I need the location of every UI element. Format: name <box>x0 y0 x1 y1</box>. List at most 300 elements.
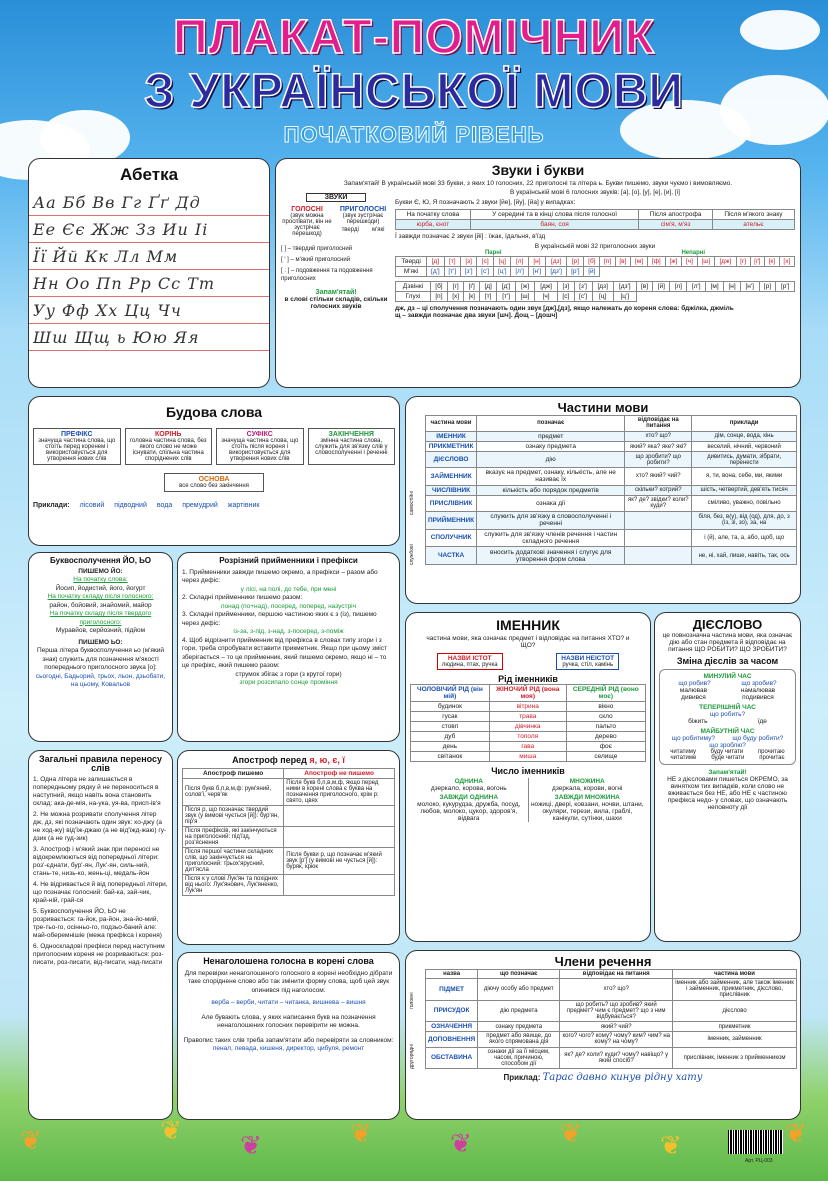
osnova-desc: все слово без закінчення <box>179 483 249 489</box>
table-cell: СПОЛУЧНИК <box>426 529 477 547</box>
table-cell: [дз'] <box>613 282 636 292</box>
root-label: КОРІНЬ <box>155 431 182 438</box>
table-cell: служить для зв'язку в словосполученні і реченні <box>477 511 625 529</box>
table-row <box>426 485 797 495</box>
ending-desc: змінна частина слова, служить для зв'язку слів у словосполученні і реченні <box>314 438 388 456</box>
chastyny-title: Частини мови <box>557 400 649 415</box>
table-cell: ознаку предмета <box>477 442 625 452</box>
example-word: вода <box>156 502 173 509</box>
table-cell: [й] <box>653 282 670 292</box>
table-cell: ПРИЙМЕННИК <box>426 511 477 529</box>
table-cell: [х] <box>779 257 794 267</box>
tense-q: що буду робити? <box>732 735 784 742</box>
table-cell: кількість або порядок предметів <box>477 485 625 495</box>
table-cell: Після букв б,п,в,м,ф: рум'яний, солов'ї, черв'як <box>183 779 284 806</box>
druhoryadni-label: другорядні <box>409 1044 415 1069</box>
table-cell: що зробити? що робити? <box>625 452 692 468</box>
osnova-label: ОСНОВА <box>198 476 230 483</box>
table-header: ЖІНОЧИЙ РІД (вона моя) <box>489 685 566 702</box>
table-cell: [ц'] <box>494 267 511 277</box>
zavzh-odn-label: ЗАВЖДИ ОДНИНА <box>439 794 499 801</box>
table-cell <box>284 827 395 848</box>
odn-label: ОДНИНА <box>454 778 483 785</box>
case-head: На початку слова <box>396 210 471 220</box>
barcode <box>728 1130 783 1154</box>
chleny-example: Тарас давно кинув рідну хату <box>542 1072 703 1083</box>
prefix-label: ПРЕФІКС <box>60 431 93 438</box>
tense-ex: біжить <box>688 718 708 725</box>
perenos-rule: 1. Одна літера не залишається в попередньому рядку й не переноситься в наступний, якщо навіть вона становить склад: ака-де-мія, на-ука, уя-ва, присп-ів'я <box>33 776 161 807</box>
table-row <box>426 547 797 565</box>
pryholosni-desc: (звук зустрічає перешкоди) <box>342 213 384 225</box>
table-row <box>426 1032 797 1047</box>
table-cell: біля, без, в(у), від (од), для, до, з (із, зі, зо), за, на <box>692 511 797 529</box>
table-cell: ДОПОВНЕННЯ <box>426 1032 478 1047</box>
table-row <box>426 468 797 486</box>
butterfly-icon: ❦ <box>450 1128 472 1158</box>
table-cell: дуб <box>411 732 490 742</box>
table-cell: трава <box>489 712 566 722</box>
suffix-label: СУФІКС <box>246 431 273 438</box>
parts-of-speech-table <box>425 415 797 565</box>
apostrophe-table <box>182 768 395 896</box>
table-header: позначає <box>477 416 625 432</box>
table-cell: [т] <box>480 292 497 302</box>
odn-examples: дзеркало, корова, вогонь <box>430 785 507 792</box>
rozriz-item: 4. Щоб відрізнити прийменник від префікса в словах типу згори і з гори, треба спробувати вставити прикметник. Якщо при цьому зміст зберігається – то це прийменник, який пишемо окремо, якщо ні – то це префікс, який пишемо разом: <box>182 636 387 669</box>
table-cell: [с] <box>477 257 494 267</box>
table-cell: дієслово <box>673 1000 797 1021</box>
suffix-desc: значуща частина слова, що стоїть після кореня і використовується для утворення нових слів <box>221 438 299 462</box>
zavzh-mn-label: ЗАВЖДИ МНОЖИНА <box>554 794 620 801</box>
panel-apostrof <box>177 750 400 945</box>
table-cell: вказує на предмет, ознаку, кількість, але не називає їх <box>477 468 625 486</box>
sentence-parts-table <box>425 969 797 1069</box>
table-cell: день <box>411 742 490 752</box>
nenagol-p3: Але бувають слова, у яких написання букв на позначення ненаголошених голосних перевірити не можна. <box>201 1013 376 1029</box>
imennyk-title: ІМЕННИК <box>496 617 560 633</box>
table-cell: [р'] <box>776 282 795 292</box>
table-row <box>426 979 797 1000</box>
table-cell: скільки? котрий? <box>625 485 692 495</box>
table-row <box>411 702 646 712</box>
butterfly-icon: ❦ <box>160 1115 182 1145</box>
table-row <box>411 732 646 742</box>
cons-text: В українській мові 32 приголосних звуки <box>534 243 656 250</box>
odn-examples2: молоко, кукурудза, дружба, посуд, любов, молоко, цукор, здоров'я, відвага <box>417 801 521 822</box>
table-row <box>426 431 797 441</box>
table-cell: [дз] <box>592 282 613 292</box>
nenagol-p4: Правопис таких слів треба запам'ятати або перевіряти за словником: <box>183 1036 394 1044</box>
legend-item: [ : ] – подовження та подовження приголосних <box>281 268 373 282</box>
table-row <box>411 722 646 732</box>
table-row <box>411 712 646 722</box>
nenagol-p5: пенал, левада, кишеня, директор, цибуля, ремонт <box>212 1045 365 1052</box>
tense-ex: намалював <box>740 687 776 694</box>
table-cell: вітрина <box>489 702 566 712</box>
butterfly-icon: ❦ <box>350 1118 372 1148</box>
perenos-rule: 2. Не можна розривати сполучення літер дж, дз, які позначають один звук: хо-джу (а не ход-жу) від'їж-джаю (а не від'їжд-жаю) гу-дзик (а не гуд-зик) <box>33 811 167 842</box>
tense-ex: читатиму <box>670 749 696 755</box>
table-row <box>426 442 797 452</box>
table-cell: [ґ] <box>464 282 480 292</box>
table-cell: ПІДМЕТ <box>426 979 478 1000</box>
table-cell: [ж] <box>665 257 682 267</box>
tense-ex: буде читати <box>711 755 745 761</box>
table-cell: Після к у слові Лук'ян та похідних від нього: Лук'янович, Лук'яненко, Лук'ян <box>183 875 284 896</box>
panel-perenos <box>28 750 173 1120</box>
table-cell: [н'] <box>528 267 545 277</box>
table-cell: як? де? звідки? коли? куди? <box>625 496 692 512</box>
zvuky-intro: Запам'ятай! В українській мові 33 букви, з яких 10 голосних, 22 приголосні та літера ь. Букви пишемо, звуки чуємо і вимовляємо. <box>343 180 733 187</box>
mn-label: МНОЖИНА <box>569 778 605 785</box>
rozriz-title: Розрізний прийменники і префікси <box>219 556 358 565</box>
table-cell: дівчинка <box>489 722 566 732</box>
table-cell: світанок <box>411 752 490 762</box>
table-cell: [т'] <box>444 267 460 277</box>
table-cell: [н'] <box>740 282 759 292</box>
table-cell: [с'] <box>574 292 592 302</box>
zmina-title: Зміна дієслів за часом <box>676 656 779 666</box>
panel-imennyk <box>405 612 651 942</box>
table-header: приклади <box>692 416 797 432</box>
consonants-table <box>395 256 795 277</box>
table-cell: дію <box>477 452 625 468</box>
rozriz-item: 1. Прийменники завжди пишемо окремо, а префікси – разом або через дефіс: <box>182 568 378 584</box>
apostrof-title: Апостроф перед <box>232 755 307 765</box>
table-cell: [л] <box>511 257 528 267</box>
table-cell: миша <box>489 752 566 762</box>
table-cell: що робить? що зробив? який предмет? чим є предмет? що з ним відбувається? <box>560 1000 673 1021</box>
example-word: підводний <box>114 502 147 509</box>
sluzhb-label: службові <box>409 544 415 565</box>
case-head: Після апострофа <box>639 210 713 220</box>
panel-diieslovo <box>654 612 801 942</box>
bukvo-e3: Муравйов, серйозний, підйом <box>55 627 146 634</box>
table-cell: [г] <box>736 257 750 267</box>
table-cell: дім, сонце, вода, кінь <box>692 431 797 441</box>
table-cell: [н] <box>724 282 741 292</box>
panel-bukvo <box>28 552 173 742</box>
table-row <box>411 752 646 762</box>
table-cell: [б] <box>584 257 600 267</box>
table-row <box>426 452 797 468</box>
table-cell: [к] <box>765 257 780 267</box>
panel-nenagol <box>177 952 400 1120</box>
table-row <box>183 779 395 806</box>
table-cell: вікно <box>566 702 645 712</box>
table-header: Апостроф пишемо <box>183 769 284 779</box>
mynulyi-label: МИНУЛИЙ ЧАС <box>703 673 752 680</box>
bukvo-h2: ПИШЕМО ЬО: <box>78 638 123 646</box>
table-cell: [в] <box>636 282 653 292</box>
chyslo-title: Число іменників <box>491 766 565 776</box>
table-header: Апостроф не пишемо <box>284 769 395 779</box>
chleny-ex-label: Приклад: <box>503 1073 541 1082</box>
diieslovo-zap-text: НЕ з дієсловами пишеться ОКРЕМО, за винятком тих випадків, коли слово не вживається без НЕ, або НЕ є частиною префікса недо- у словах, що означають неповноту дії <box>667 776 788 811</box>
rozriz-example: струмок збігає з гори (з крутої гори) <box>235 670 342 678</box>
alphabet-row: Нн Оо Пп Рр Сс Тт <box>29 270 269 297</box>
bukvo-title: Буквосполучення ЙО, ЬО <box>49 556 152 565</box>
ending-label: ЗАКІНЧЕННЯ <box>328 431 374 438</box>
table-cell: прикметник <box>673 1022 797 1032</box>
panel-chastyny <box>405 396 801 604</box>
table-cell: скло <box>566 712 645 722</box>
panel-budova <box>28 396 400 546</box>
table-cell: [ц] <box>592 292 613 302</box>
nezhyvi-label: НАЗВИ НЕІСТОТ <box>561 655 615 662</box>
apostrof-letters: я, ю, є, ї <box>309 755 345 765</box>
table-cell: [к] <box>464 292 480 302</box>
bukvo-e4: сьогодні, Бадьорий, трьох, льон, дзьобати, на цьому, Ковальов <box>35 672 166 688</box>
table-cell: Після першої частини складних слів, що закінчується на приголосний: трьох'ярусний, дит'ясла <box>183 848 284 875</box>
table-cell: дерево <box>566 732 645 742</box>
table-cell: хто? який? чий? <box>625 468 692 486</box>
miaki-label: м'які <box>371 227 385 233</box>
table-cell: кого? чого? кому? чому? ким? чим? на кому? на чому? <box>560 1032 673 1047</box>
shch-text: щ – завжди позначає два звуки [шч]. Дощ – [дошч] <box>395 312 558 319</box>
zvuky-label: ЗВУКИ <box>306 193 366 202</box>
table-cell: [в] <box>615 257 630 267</box>
gender-table <box>410 684 646 762</box>
table-cell: предмет або явище, до якого спрямована дія <box>478 1032 560 1047</box>
panel-abetka <box>28 158 270 388</box>
table-cell: [б] <box>430 282 447 292</box>
table-cell: [м] <box>631 257 648 267</box>
table-cell: ЧИСЛІВНИК <box>426 485 477 495</box>
table-cell: [ц] <box>494 257 511 267</box>
prefix-desc: значуща частина слова, що стоїть перед коренем і використовується для утворення нових слів <box>38 438 116 462</box>
diieslovo-def: це повнозначна частина мови, яка означає дію або стан предмета й відповідає на питання ЩО РОБИТИ? ЩО ЗРОБИТИ? <box>662 632 793 653</box>
table-cell: [й] <box>584 267 600 277</box>
tense-ex: дивився <box>681 694 706 701</box>
table-row <box>183 875 395 896</box>
table-cell: [л'] <box>687 282 706 292</box>
zvuky-diagram <box>281 189 391 319</box>
table-cell: [дз'] <box>546 267 567 277</box>
alphabet-row: Її Йй Кк Лл Мм <box>29 243 269 270</box>
table-row <box>396 282 795 292</box>
rozriz-item: 2. Складні прийменники пишемо разом: <box>182 594 303 601</box>
table-cell: [д] <box>427 257 444 267</box>
table-cell: хто? що? <box>625 431 692 441</box>
table-cell: фоє <box>566 742 645 752</box>
table-cell: Після префіксів, які закінчуються на приголосний: під'їзд, роз'яснення <box>183 827 284 848</box>
table-cell: [д'] <box>427 267 444 277</box>
table-cell: [ч] <box>535 292 558 302</box>
table-cell: [д'] <box>497 282 516 292</box>
tense-q: що зробив? <box>741 680 777 687</box>
table-row <box>426 970 797 979</box>
table-row <box>396 257 795 267</box>
table-cell: ЧАСТКА <box>426 547 477 565</box>
table-row <box>426 1000 797 1021</box>
table-cell: [з'] <box>460 267 476 277</box>
holovni-label: головні <box>409 992 415 1009</box>
dzh-text: дж, дз – ці сполучення позначають один звук [дж],[дз], якщо належать до кореня слова: бджілка, джміль <box>395 305 734 312</box>
table-cell: [ґ] <box>750 257 764 267</box>
table-cell: гусак <box>411 712 490 722</box>
table-row <box>411 742 646 752</box>
butterfly-icon: ❦ <box>560 1118 582 1148</box>
table-header: що позначає <box>478 970 560 979</box>
golosni-desc: (звук можна проспівати, він не зустрічає перешкод) <box>282 213 332 237</box>
parni-label: Парні <box>484 250 502 256</box>
table-cell: і (й), але, та, а, або, щоб, що <box>692 529 797 547</box>
table-cell: [р] <box>759 282 776 292</box>
table-cell: Після букв б,п,в,м,ф, якщо перед ними в корені слова є буква на позначення приголосного, крім р: свято, цвях <box>284 779 395 806</box>
table-cell: хто? що? <box>560 979 673 1000</box>
butterfly-icon: ❦ <box>660 1130 682 1160</box>
two-sounds-text: Букви Є, Ю, Я позначають 2 звуки [йе], [йу], [йа] у випадках: <box>395 199 576 206</box>
legend-item: [ ' ] – м'який приголосний <box>281 257 351 263</box>
table-cell: Тверді <box>396 257 427 267</box>
tense-q: що зроблю? <box>709 742 746 749</box>
example-word: жартівник <box>227 502 260 509</box>
nenagol-p1: Для перевірки ненаголошеного голосного в корені необхідно дібрати таке споріднене слово або так змінити форму слова, щоб цей звук опинився під наголосом: <box>184 969 393 994</box>
rozriz-example: із-за, з-під, з-над, з-посеред, з-поміж <box>233 628 344 635</box>
zvuky-title: Звуки і букви <box>491 162 585 178</box>
table-cell: [л] <box>670 282 687 292</box>
table-cell: [т'] <box>497 292 516 302</box>
alphabet-row: Ее Єє Жж Зз Ии Іі <box>29 216 269 243</box>
table-header: частина мови <box>426 416 477 432</box>
tense-ex: прочитає <box>759 755 785 761</box>
tense-ex: малював <box>679 687 708 694</box>
table-cell: [дж] <box>535 282 558 292</box>
legend-item: [ ] – твердий приголосний <box>281 246 353 252</box>
nenagol-p2: верба – верби, читати – читанка, вишнева – вишня <box>211 999 366 1006</box>
rozriz-item: 3. Складні прийменники, першою частиною яких є з (із), пишемо через дефіс: <box>182 611 377 627</box>
table-cell: ПРИКМЕТНИК <box>426 442 477 452</box>
table-cell <box>625 547 692 565</box>
yi-text: Ї завжди позначає 2 звуки [йі] : їжак, їдальня, в'їзд <box>395 233 546 240</box>
tense-q: що робить? <box>709 711 746 718</box>
table-cell <box>284 806 395 827</box>
tense-ex: читатиме <box>670 755 697 761</box>
perenos-rule: 4. Не відривається й від попередньої літери, що позначає голосний: бай-ка, зай-чик, край-ній, грай-ся <box>33 881 168 904</box>
root-desc: головна частина слова, без якого слово не може існувати, спільна частина споріднених слів <box>129 438 207 462</box>
cases-table <box>395 209 795 230</box>
case-example: ательє <box>712 220 794 230</box>
table-cell: [р'] <box>567 267 584 277</box>
table-cell: стовп <box>411 722 490 732</box>
perenos-title: Загальні правила переносу слів <box>38 754 163 773</box>
abetka-title: Абетка <box>119 165 179 184</box>
table-cell: [м] <box>706 282 724 292</box>
table-cell: дію предмета <box>478 1000 560 1021</box>
table-cell: селище <box>566 752 645 762</box>
table-cell: [р] <box>567 257 584 267</box>
butterfly-icon: ❦ <box>785 1118 807 1148</box>
table-cell: який? яка? яке? які? <box>625 442 692 452</box>
perenos-rule: 6. Односкладові префікси перед наступним приголосним кореня не розриваються: роз-писати, роз-писати, від-писати, над-писати <box>33 943 165 966</box>
table-header: назва <box>426 970 478 979</box>
table-cell: ОЗНАЧЕННЯ <box>426 1022 478 1032</box>
table-cell: не, ні, хай, лише, навіть, так, ось <box>692 547 797 565</box>
table-cell <box>625 511 692 529</box>
table-cell: [с'] <box>477 267 494 277</box>
product-code: Арт. РЦ-003 <box>745 1158 773 1164</box>
perenos-rule: 5. Буквосполучення ЙО, ЬО не розривається: га-йок, ра-йон, зна-йо-мий, тре-тьо-го, осінньо-го, подзьо-баний але: май-оберемнішіе (межа префікса і кореня) <box>33 908 162 939</box>
table-row <box>426 529 797 547</box>
rozriz-example: понад (по+над), посеред, поперед, назустріч <box>221 602 356 610</box>
bukvo-l3: На початку складу після твердого приголосного: <box>49 610 152 626</box>
table-cell: [ч] <box>682 257 697 267</box>
tverdi-label: тверді <box>341 227 359 233</box>
tense-ex: прочитаю <box>757 749 785 755</box>
bukvo-l4: Перша літера буквосполучення ьо (м'який знак) служить для позначення м'якості попереднього приголосного звука [о]: <box>36 647 165 671</box>
table-cell: [п] <box>430 292 447 302</box>
rozriz-example: згори розсипало сонце проміння <box>239 679 338 686</box>
alphabet-row: Уу Фф Хх Цц Чч <box>29 297 269 324</box>
table-cell: предмет <box>477 431 625 441</box>
table-cell: я, ти, вона, себе, ми, якими <box>692 468 797 486</box>
nenagol-title: Ненаголошена голосна в корені слова <box>203 956 374 966</box>
table-header: частина мови <box>673 970 797 979</box>
table-row <box>426 1047 797 1068</box>
case-example: сім'я, м'яз <box>639 220 713 230</box>
title-line3: ПОЧАТКОВИЙ РІВЕНЬ <box>283 122 545 147</box>
table-cell: Глухі <box>396 292 431 302</box>
table-cell: Дзвінкі <box>396 282 431 292</box>
zhyvi-ex: людина, птах, ручка <box>441 662 498 668</box>
mn-examples2: ножиці, двері, ковзани, ночви, штани, окуляри, терези, вила, граблі, канікули, сутінки, шахи <box>530 801 644 822</box>
table-cell: [з] <box>558 282 574 292</box>
butterfly-icon: ❦ <box>240 1130 262 1160</box>
table-cell: вносить додаткові значення і слугує для утворення форм слова <box>477 547 625 565</box>
samost-label: самостійні <box>409 490 415 515</box>
table-cell: [ж] <box>516 282 535 292</box>
perenos-rule: 3. Апостроф і м'який знак при переносі не відокремлюються від попередньої літери: роз'-єднати, бур'-ян, Лук'-ян, силь-ний, стань-те, низь-ко, жень-ці, медаль-йон <box>33 846 160 877</box>
table-cell: [н] <box>528 257 545 267</box>
table-cell: [п] <box>600 257 616 267</box>
table-cell: веселий, нічний, червоний <box>692 442 797 452</box>
table-row <box>411 685 646 702</box>
zvuky-zapam: Запам'ятай! <box>315 289 357 296</box>
bukvo-l2: На початку складу після голосного: <box>47 593 154 600</box>
table-cell: [з] <box>460 257 476 267</box>
tense-q: що робив? <box>678 680 711 687</box>
nezhyvi-ex: ручка, стіл, камінь <box>562 662 614 668</box>
table-cell: прислівник, іменник з прийменником <box>673 1047 797 1068</box>
tense-ex: подивився <box>742 694 774 701</box>
table-cell: будинок <box>411 702 490 712</box>
bukvo-l1: На початку слова: <box>73 576 128 583</box>
table-cell: іменник, займенник <box>673 1032 797 1047</box>
table-cell: [х] <box>447 292 463 302</box>
title-line1: ПЛАКАТ-ПОМІЧНИК <box>172 11 656 64</box>
table-cell: М'які <box>396 267 427 277</box>
butterfly-icon: ❦ <box>20 1125 42 1155</box>
maibutnii-label: МАЙБУТНІЙ ЧАС <box>700 728 755 735</box>
table-cell: [дз] <box>546 257 567 267</box>
table-cell: ознака дії <box>477 496 625 512</box>
diieslovo-title: ДІЄСЛОВО <box>692 617 763 632</box>
zvuky-zapam-text: в слові стільки складів, скільки голосних звуків <box>284 296 388 310</box>
table-cell: ПРИСЛІВНИК <box>426 496 477 512</box>
example-word: лісовий <box>79 502 105 509</box>
table-cell: діючу особу або предмет <box>478 979 560 1000</box>
table-cell: Після букви р, що позначає м'який звук [р'] (у вимові не чується [й]): буряк, крюк <box>284 848 395 875</box>
table-cell: [ш] <box>697 257 715 267</box>
table-cell: [л'] <box>511 267 528 277</box>
table-cell: ДІЄСЛОВО <box>426 452 477 468</box>
table-cell: ознаки дії за її місцем, часом, причиною, способом дії <box>478 1047 560 1068</box>
table-header: відповідає на питання <box>560 970 673 979</box>
table-cell: гава <box>489 742 566 752</box>
tense-ex: буду читати <box>710 749 744 755</box>
